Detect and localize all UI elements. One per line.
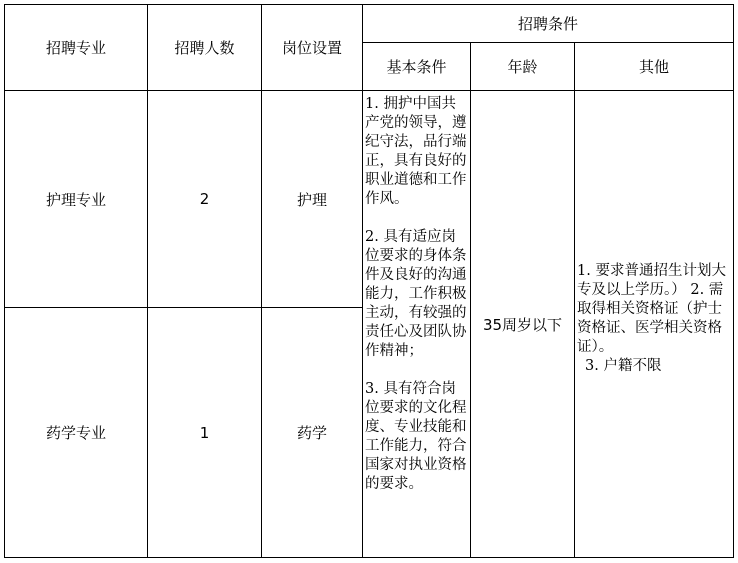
table-border-right (733, 4, 734, 558)
header-major (5, 5, 147, 90)
header-position-label: 岗位设置 (281, 39, 342, 57)
row1-position-value: 护理 (296, 190, 327, 209)
row2-count (148, 308, 261, 557)
row1-position (262, 91, 362, 307)
row2-major-value: 药学专业 (45, 424, 106, 442)
header-other (575, 43, 733, 90)
header-basic-label: 基本条件 (386, 58, 447, 76)
header-conditions (363, 5, 733, 42)
other-condition-2: 3. 户籍不限 (585, 358, 662, 374)
row2-count-value: 1 (199, 423, 210, 442)
row2-position-value: 药学 (296, 424, 327, 442)
header-count-label: 招聘人数 (174, 39, 235, 57)
other-conditions-cell (577, 262, 732, 402)
row2-position (262, 308, 362, 557)
row1-count-value: 2 (199, 190, 210, 208)
age-value: 35周岁以下 (482, 315, 563, 334)
basic-condition-3: 3. 具有符合岗位要求的文化程度、专业技能和工作能力，符合国家对执业资格的要求。 (365, 381, 467, 492)
basic-conditions-cell (364, 95, 469, 555)
header-major-label: 招聘专业 (45, 39, 106, 57)
age-cell (471, 91, 574, 557)
row1-major (5, 91, 147, 307)
table-border-bottom (4, 557, 734, 558)
header-other-label: 其他 (638, 58, 669, 76)
row2-major (5, 308, 147, 557)
header-basic (363, 43, 470, 90)
other-condition-1: 1. 要求普通招生计划大专及以上学历。） 2. 需取得相关资格证（护士资格证、医学相关资格证）。 (577, 263, 726, 355)
header-position (262, 5, 362, 90)
header-count (148, 5, 261, 90)
basic-condition-1: 1. 拥护中国共产党的领导，遵纪守法，品行端正，具有良好的职业道德和工作作风。 (365, 96, 467, 207)
row1-major-value: 护理专业 (45, 190, 106, 209)
basic-condition-2: 2. 具有适应岗位要求的身体条件及良好的沟通能力，工作积极主动，有较强的责任心及团队协作精神； (365, 229, 467, 359)
col-divider-5 (574, 42, 575, 558)
row1-count (148, 91, 261, 307)
header-conditions-label: 招聘条件 (517, 15, 578, 33)
header-age-label: 年龄 (507, 58, 538, 76)
header-age (471, 43, 574, 90)
